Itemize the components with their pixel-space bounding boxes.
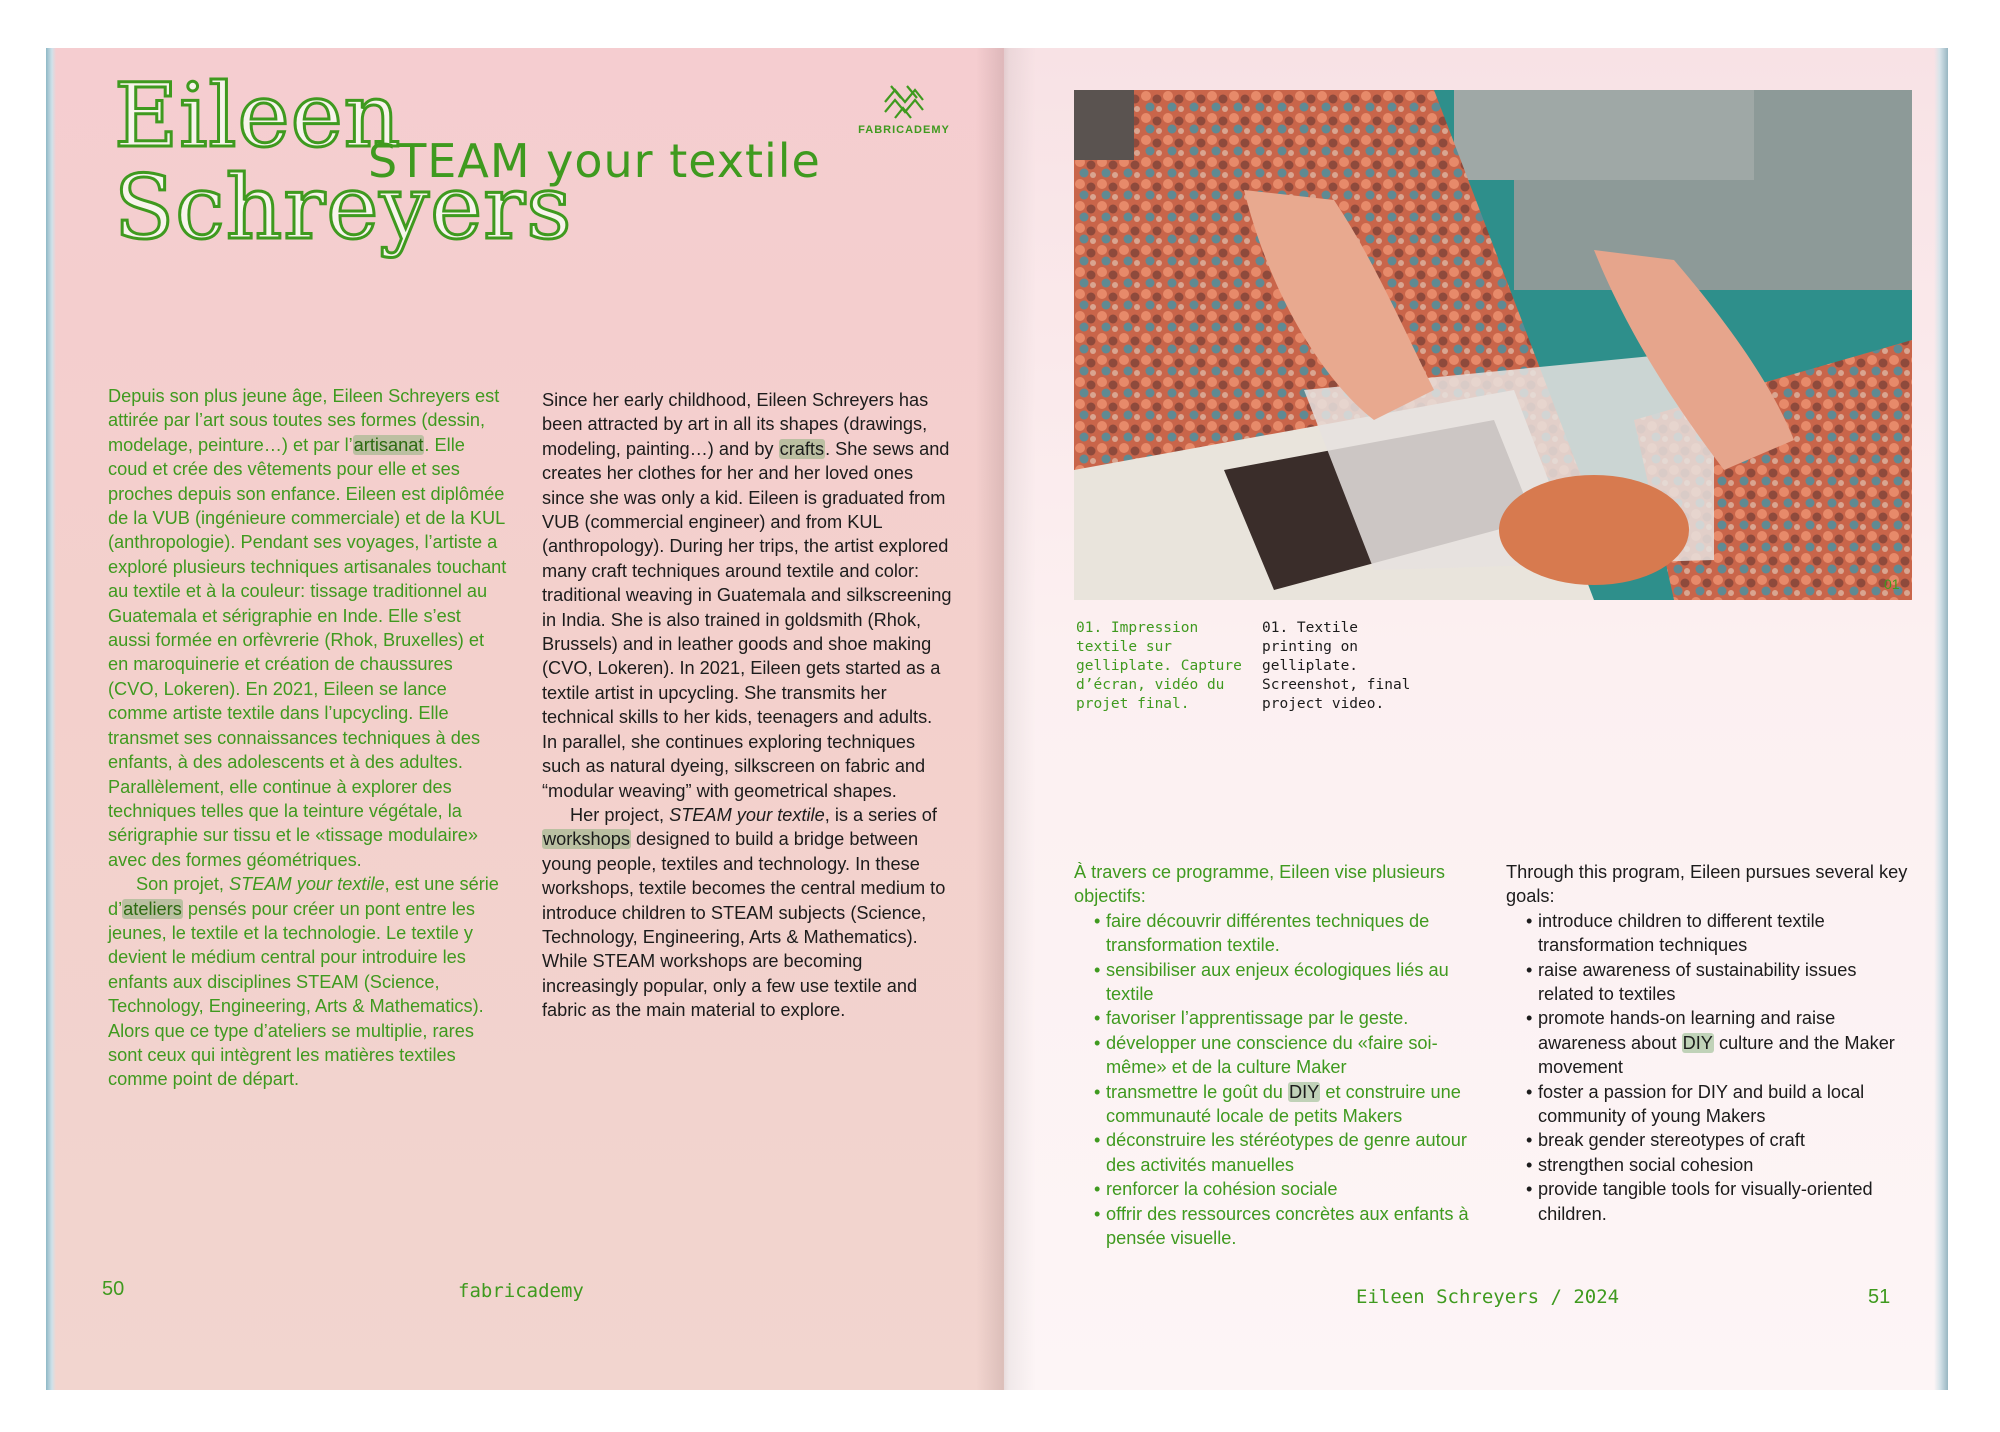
text-run: sensibiliser aux enjeux écologiques liés au textile [1106,959,1449,1005]
text-run: développer une conscience du «faire soi-même» et de la culture Maker [1106,1032,1438,1078]
title-first-name: Eileen [114,64,402,167]
left-page [46,48,1004,1390]
text-run: Since her early childhood, Eileen Schreyers has been attracted by art in all its shapes (drawings, modeling, painting…) and by [542,390,929,459]
bio-fr-paragraph-2 [108,872,508,1092]
text-run: transmettre le goût du [1106,1081,1288,1102]
highlighted-term: workshops [543,829,630,850]
text-run: . She sews and creates her clothes for her and her loved ones since she was only a kid. Eileen is graduated from VUB (commercial engineer) and from KUL (anthropology). During her trips, the artist explored many craft techniques around textile and color: traditional weaving in Guatemala and silkscreening in India. She is also trained in goldsmith (Rhok, Brussels) and in leather goods and shoe making (CVO, Lokeren). In 2021, Eileen gets started as a textile artist in upcycling. She transmits her technical skills to her kids, teenagers and adults. In parallel, she continues exploring techniques such as natural dyeing, silkscreen on fabric and “modular weaving” with geometrical shapes. [542,438,952,801]
fabricademy-logo-icon [881,82,927,122]
photo-number: 01 [1884,576,1900,592]
text-run: renforcer la cohésion sociale [1106,1179,1338,1200]
text-run: break gender stereotypes of craft [1538,1130,1805,1151]
text-run: Son projet, [136,874,230,895]
project-title-italic: STEAM your textile [669,804,825,825]
text-run: promote hands-on learning and raise awareness about [1538,1008,1836,1053]
text-run: culture and the Maker movement [1538,1032,1895,1078]
project-photo [1074,90,1912,600]
highlighted-term: crafts [779,438,825,459]
spine-shadow [976,48,1036,1390]
text-run: , est une série d’ [108,874,499,919]
goals-en-intro: Through this program, Eileen pursues several key goals: [1506,862,1908,907]
logo-wordmark: FABRICADEMY [858,124,950,136]
project-title-italic: STEAM your textile [229,874,385,895]
bio-english-column [542,388,952,1023]
text-run: introduce children to different textile transformation techniques [1538,910,1825,956]
goals-french [1074,860,1484,1251]
text-run: favoriser l’apprentissage par le geste. [1106,1008,1409,1029]
bio-en-paragraph-2 [542,803,952,1023]
goal-fr-item [1094,1031,1484,1080]
page-edge [46,48,56,1390]
fabricademy-logo [854,82,954,136]
text-run: designed to build a bridge between young people, textiles and technology. In these workshops, textile becomes the central medium to introduce children to STEAM subjects (Science, Technology, Engineering, Arts & Mathematics). While STEAM workshops are becoming increasingly popular, only a few use textile and fabric as the main material to explore. [542,829,946,1021]
page-number-right: 51 [1868,1286,1891,1308]
highlighted-term: ateliers [123,898,182,919]
goal-fr-item [1094,1080,1484,1129]
goal-en-item [1526,1128,1916,1152]
goals-fr-intro: À travers ce programme, Eileen vise plusieurs objectifs: [1074,862,1445,907]
goal-fr-item [1094,958,1484,1007]
magazine-spread [46,48,1948,1390]
goal-en-item [1526,1080,1916,1129]
goals-en-list [1526,909,1916,1226]
goal-en-item [1526,909,1916,958]
text-run: et construire une communauté locale de petits Makers [1106,1081,1461,1127]
photo-illustration [1074,90,1912,600]
goal-fr-item [1094,1128,1484,1177]
text-run: provide tangible tools for visually-oriented children. [1538,1179,1873,1224]
goal-fr-item [1094,1202,1484,1251]
goal-en-item [1526,958,1916,1007]
goal-fr-item [1094,1006,1484,1030]
footer-author-year: Eileen Schreyers / 2024 [1356,1286,1620,1308]
goals-fr-list [1094,909,1484,1251]
text-run: déconstruire les stéréotypes de genre autour des activités manuelles [1106,1130,1467,1175]
text-run: raise awareness of sustainability issues related to textiles [1538,959,1857,1005]
title-last-name: Schreyers [114,156,573,259]
goal-en-item [1526,1006,1916,1079]
goal-en-item [1526,1153,1916,1177]
goal-en-item [1526,1177,1916,1226]
text-run: Depuis son plus jeune âge, Eileen Schreyers est attirée par l’art sous toutes ses formes (dessin, modelage, peinture…) et par l’ [108,386,500,455]
caption-french: 01. Impression textile sur gelliplate. Capture d’écran, vidéo du projet final. [1076,620,1242,712]
text-run: , is a series of [824,804,937,825]
text-run: pensés pour créer un pont entre les jeunes, le textile et la technologie. Le textile y devient le médium central pour introduire les enfants aux disciplines STEAM (Science, Technology, Engineering, Arts & Mathematics). Alors que ce type d’ateliers se multiplie, rares sont ceux qui intègrent les matières textiles comme point de départ. [108,898,484,1090]
text-run: . Elle coud et crée des vêtements pour elle et ses proches depuis son enfance. Eileen est diplômée de la VUB (ingénieure commerciale) et de la KUL (anthropologie). Pendant ses voyages, l’artiste a exploré plusieurs techniques artisanales touchant au textile et à la couleur: tissage traditionnel au Guatemala et sérigraphie en Inde. Elle s’est aussi formée en orfèvrerie (Rhok, Bruxelles) et en maroquinerie et création de chaussures (CVO, Lokeren). En 2021, Eileen se lance comme artiste textile dans l’upcycling. Elle transmet ses connaissances techniques à des enfants, à des adolescents et à des adultes. Parallèlement, elle continue à explorer des techniques telles que la teinture végétale, la sérigraphie sur tissu et le «tissage modulaire» avec des formes géométriques. [108,434,507,870]
text-run: faire découvrir différentes techniques de transformation textile. [1106,910,1430,956]
text-run: Her project, [570,804,670,825]
text-run: strengthen social cohesion [1538,1154,1754,1175]
bio-en-paragraph-1 [542,388,952,803]
bio-fr-paragraph-1 [108,384,508,872]
highlighted-term: DIY [1682,1032,1713,1053]
goals-english [1506,860,1916,1226]
text-run: offrir des ressources concrètes aux enfants à pensée visuelle. [1106,1203,1469,1249]
page-number-left: 50 [102,1278,125,1300]
text-run: foster a passion for DIY and build a local community of young Makers [1538,1081,1865,1127]
article-subtitle: STEAM your textile [368,134,821,188]
highlighted-term: DIY [1288,1081,1320,1102]
page-edge [1934,48,1948,1390]
bio-french-column [108,384,508,1092]
goal-fr-item [1094,909,1484,958]
footer-brand: fabricademy [458,1280,584,1302]
caption-english: 01. Textile printing on gelliplate. Screenshot, final project video. [1262,620,1411,712]
highlighted-term: artisanat [353,434,424,455]
right-page [1004,48,1948,1390]
goal-fr-item [1094,1177,1484,1201]
